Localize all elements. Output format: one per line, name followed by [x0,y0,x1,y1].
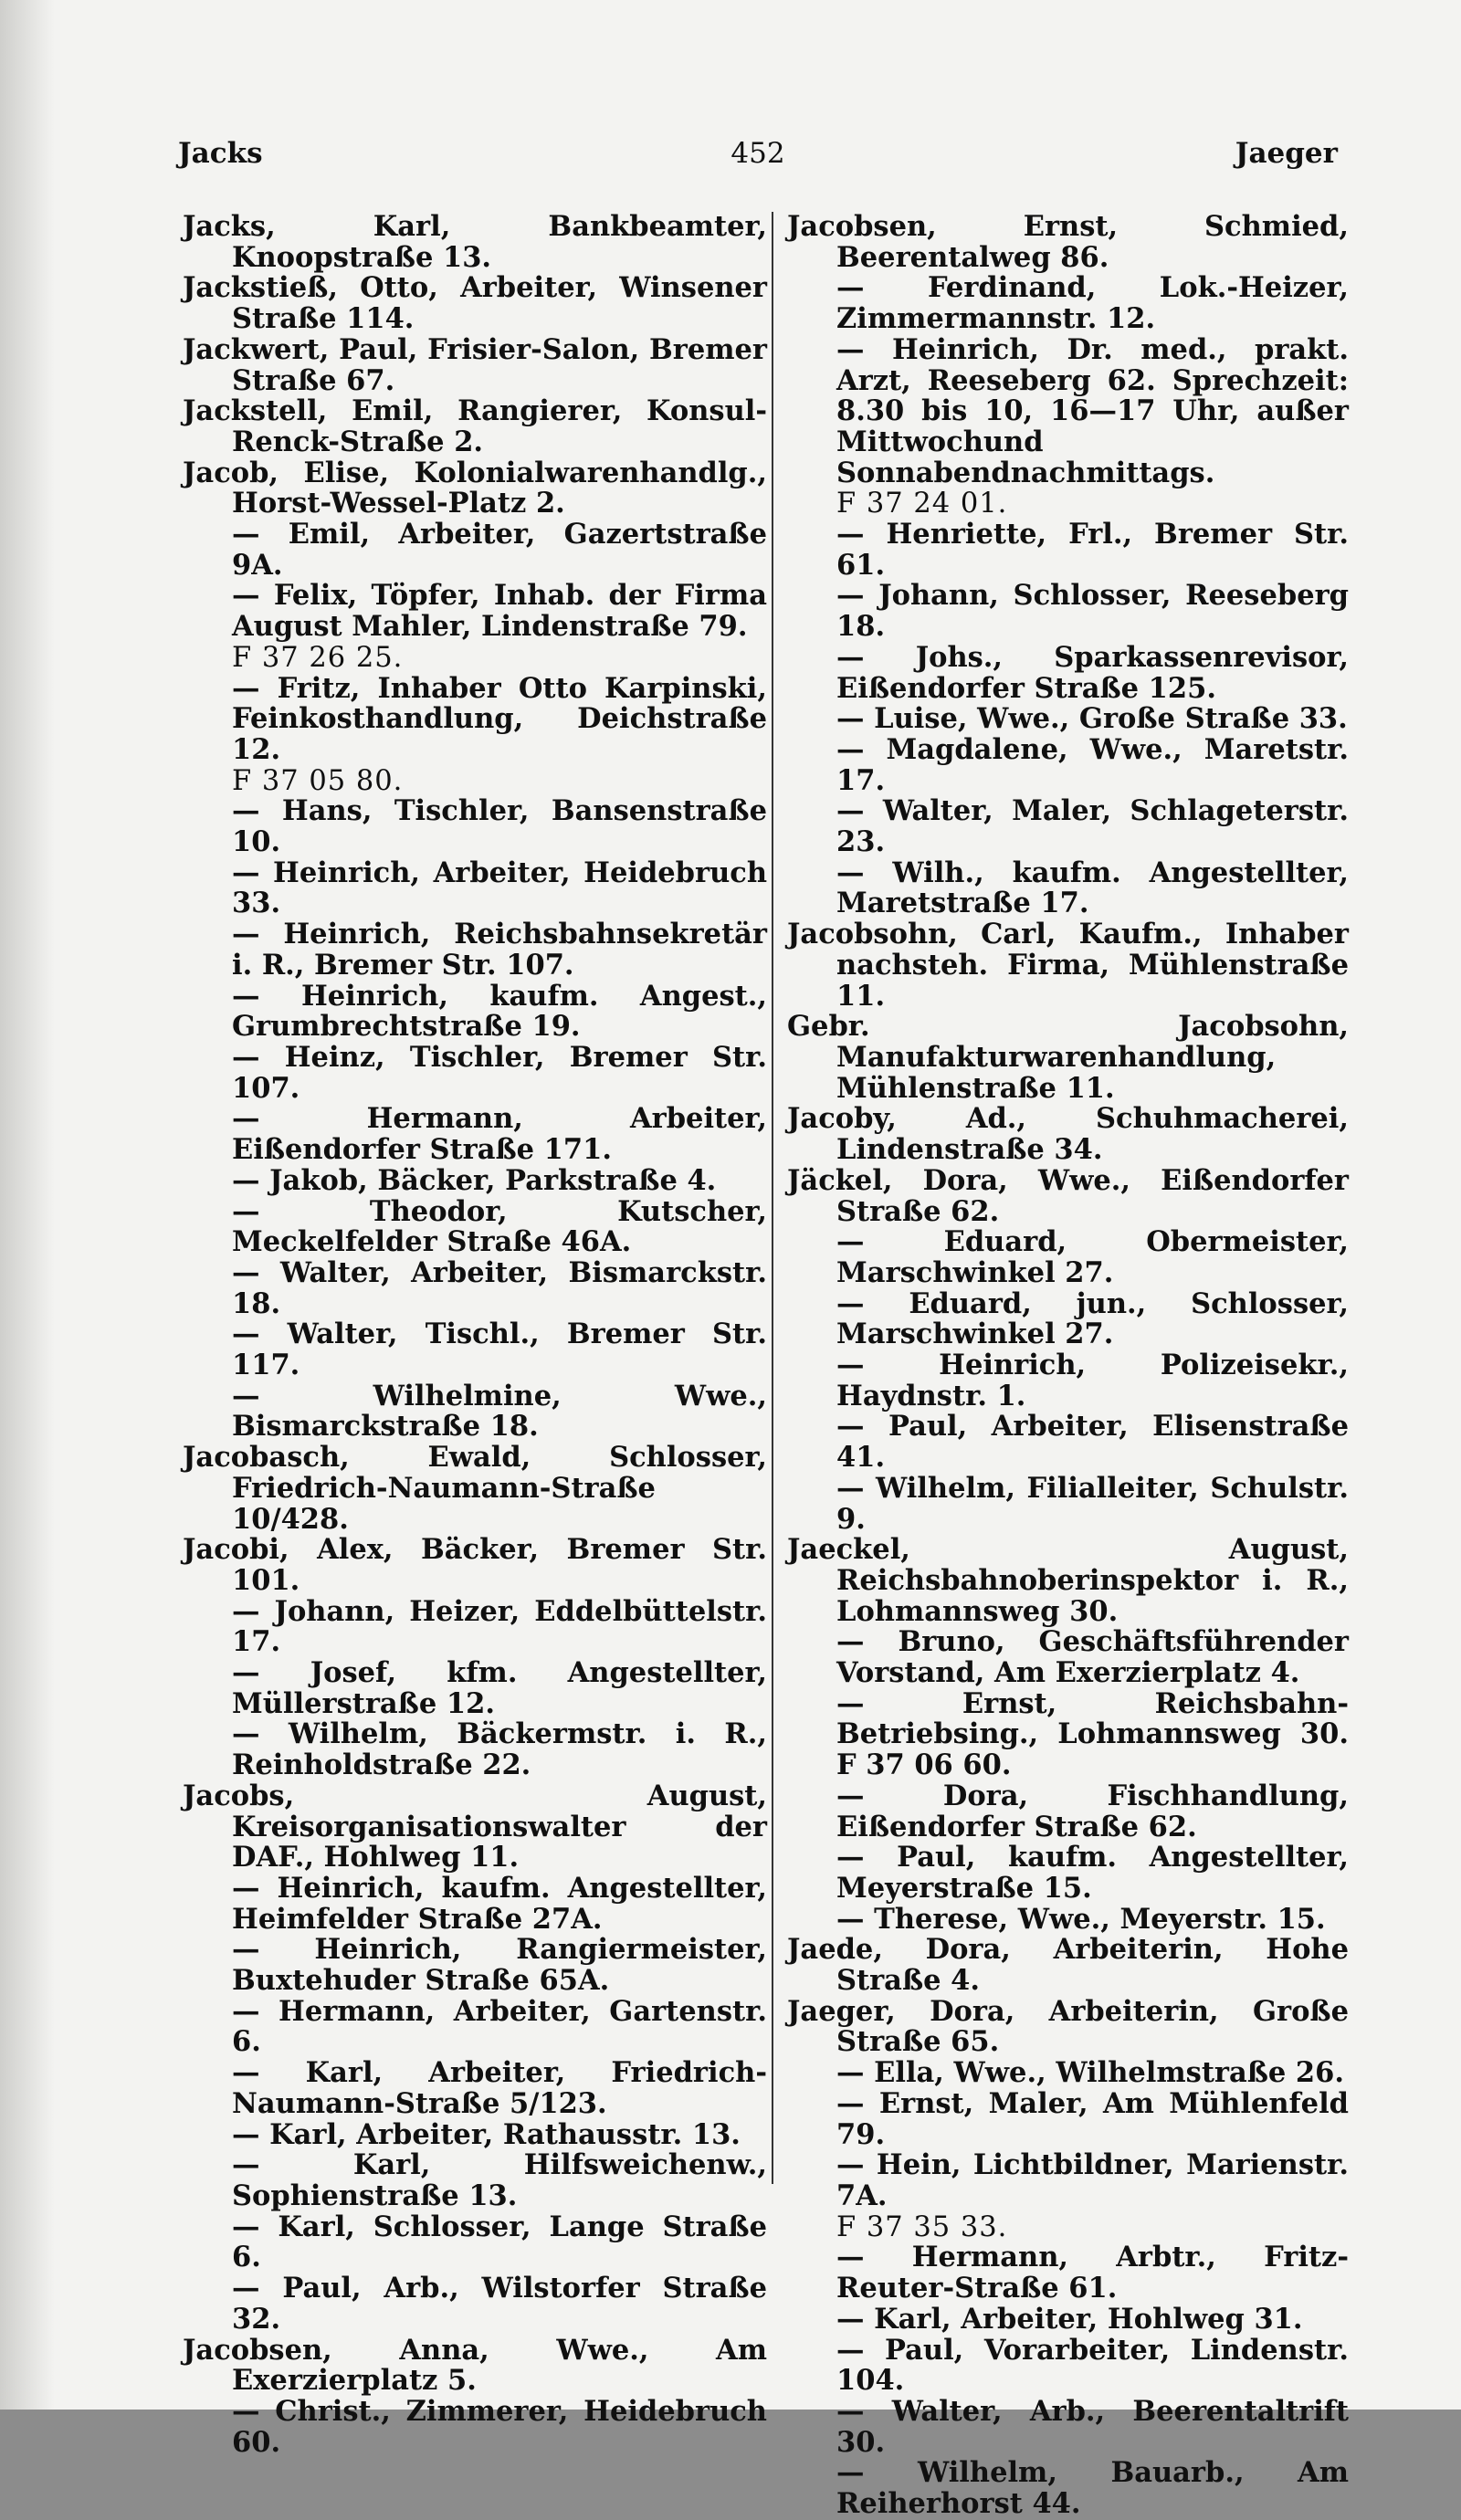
directory-entry [787,1935,1349,1996]
directory-entry [183,979,767,1044]
directory-entry [787,1686,1349,1782]
directory-entry [183,458,767,520]
directory-entry [787,1471,1349,1536]
directory-entry [787,2058,1349,2089]
directory-entry [787,1902,1349,1936]
directory-entry [183,919,767,981]
entry-text: Wilhelm, Bäckermstr. i. R., Reinholdstraße 22. [232,1717,767,1782]
entry-text: Jacob, Elise, Kolonialwarenhandlg., Horst-Wessel-Platz 2. [183,456,767,520]
directory-entry [787,2394,1349,2459]
entry-text: Walter, Maler, Schlageterstr. 23. [836,794,1349,859]
entry-text: Jäckel, Dora, Wwe., Eißendorfer Straße 62. [787,1163,1349,1228]
directory-entry [183,2394,767,2459]
entry-text: Karl, Hilfsweichenw., Sophienstraße 13. [232,2148,767,2212]
directory-entry [787,2150,1349,2242]
entry-text: Jackstell, Emil, Rangierer, Konsul-Renck-Straße 2. [183,394,767,458]
entry-text: Jaeckel, August, Reichsbahnoberinspektor i. R., Lohmannsweg 30. [787,1533,1349,1628]
directory-entry [183,2333,767,2398]
directory-entry [183,273,767,334]
entry-text: Heinz, Tischler, Bremer Str. 107. [232,1040,767,1105]
entry-text: Jacobsohn, Carl, Kaufm., Inhaber nachsteh. Firma, Mühlenstraße 11. [787,918,1349,1013]
entry-text: Karl, Arbeiter, Rathausstr. 13. [269,2117,741,2151]
directory-entry [787,1163,1349,1228]
entry-phone: F 37 35 33. [836,2210,1008,2243]
directory-entry [787,2086,1349,2151]
directory-entry [787,2333,1349,2398]
directory-entry [183,671,767,797]
entry-text: Hermann, Arbeiter, Eißendorfer Straße 171. [232,1102,767,1167]
directory-entry [787,273,1349,334]
directory-entry [183,1163,767,1197]
entry-text: Hermann, Arbtr., Fritz-Reuter-Straße 61. [836,2241,1349,2305]
directory-entry [787,2242,1349,2304]
entry-text: Hein, Lichtbildner, Marienstr. 7A. [836,2148,1349,2212]
entry-text: Heinrich, kaufm. Angestellter, Heimfelder Straße 27A. [232,1871,767,1936]
directory-entry [787,732,1349,797]
directory-entry [787,1012,1349,1104]
directory-entry [183,1104,767,1165]
directory-entry [183,2058,767,2119]
directory-entry [183,1319,767,1381]
running-head-left: Jacks [178,137,263,170]
entry-text: Jacobasch, Ewald, Schlosser, Friedrich-Naumann-Straße 10/428. [183,1441,767,1536]
entry-text: Felix, Töpfer, Inhab. der Firma August Mahler, Lindenstraße 79. [232,579,767,644]
directory-entry [183,396,767,457]
entry-text: Karl, Arbeiter, Hohlweg 31. [874,2302,1303,2336]
entry-text: Ernst, Reichsbahn-Betriebsing., Lohmannsweg 30. F 37 06 60. [836,1686,1349,1782]
running-head-right: Jaeger [1235,137,1338,170]
left-column [183,212,767,2458]
directory-entry [183,1194,767,1259]
directory-entry [787,858,1349,919]
entry-text: Magdalene, Wwe., Maretstr. 17. [836,732,1349,797]
directory-entry [787,1104,1349,1165]
entry-text: Christ., Zimmerer, Heidebruch 60. [232,2394,767,2459]
entry-text: Theodor, Kutscher, Meckelfelder Straße 46A. [232,1194,767,1259]
directory-entry [183,2150,767,2211]
directory-entry [787,704,1349,735]
entry-text: Gebr. Jacobsohn, Manufakturwarenhandlung, Mühlenstraße 11. [787,1010,1349,1105]
entry-text: Walter, Arb., Beerentaltrift 30. [836,2394,1349,2459]
directory-entry [787,919,1349,1012]
entry-text: Paul, Vorarbeiter, Lindenstr. 104. [836,2333,1349,2398]
directory-entry [183,858,767,919]
entry-text: Josef, kfm. Angestellter, Müllerstraße 12. [232,1656,767,1720]
directory-entry [787,1286,1349,1351]
directory-entry [787,1994,1349,2059]
entry-text: Jackwert, Paul, Frisier-Salon, Bremer Straße 67. [183,332,767,397]
entry-text: Johann, Schlosser, Reeseberg 18. [836,579,1349,644]
directory-entry [787,1412,1349,1473]
directory-entry [183,1535,767,1596]
page-number: 452 [730,137,785,170]
directory-entry [183,520,767,581]
directory-entry [787,796,1349,857]
directory-entry [183,1935,767,1996]
directory-entry [787,1781,1349,1843]
directory-entry [787,1627,1349,1688]
directory-entry [787,212,1349,273]
directory-entry [183,1658,767,1719]
entry-text: Heinrich, Polizeisekr., Haydnstr. 1. [836,1349,1349,1412]
entry-text: Dora, Fischhandlung, Eißendorfer Straße 62. [836,1779,1349,1843]
entry-text: Heinrich, kaufm. Angest., Grumbrechtstraße 19. [232,979,767,1044]
entry-text: Jacobi, Alex, Bäcker, Bremer Str. 101. [183,1533,767,1597]
entry-phone: F 37 26 25. [232,641,404,674]
entry-text: Walter, Arbeiter, Bismarckstr. 18. [232,1255,767,1320]
directory-entry [787,640,1349,705]
entry-text: Walter, Tischl., Bremer Str. 117. [232,1318,767,1382]
entry-text: Paul, Arb., Wilstorfer Straße 32. [232,2272,768,2336]
entry-text: Henriette, Frl., Bremer Str. 61. [836,518,1350,582]
directory-entry [787,520,1349,581]
entry-text: Johann, Heizer, Eddelbüttelstr. 17. [232,1594,767,1659]
entry-text: Therese, Wwe., Meyerstr. 15. [874,1902,1326,1936]
directory-entry [183,1594,767,1659]
entry-text: Eduard, Obermeister, Marschwinkel 27. [836,1225,1349,1289]
entry-text: Ella, Wwe., Wilhelmstraße 26. [874,2056,1344,2090]
entry-text: Karl, Arbeiter, Friedrich-Naumann-Straße 5/123. [232,2056,767,2120]
entry-text: Jaeger, Dora, Arbeiterin, Große Straße 65. [787,1994,1349,2059]
entry-text: Wilhelm, Filialleiter, Schulstr. 9. [836,1471,1349,1536]
directory-entry [787,2458,1349,2519]
directory-entry [183,332,767,397]
directory-entry [183,1719,767,1780]
directory-entry [787,581,1349,642]
directory-entry [183,212,767,273]
entry-text: Heinrich, Arbeiter, Heidebruch 33. [232,856,767,920]
directory-entry [183,1040,767,1105]
entry-text: Heinrich, Reichsbahnsekretär i. R., Bremer Str. 107. [232,918,768,982]
entry-text: Jacoby, Ad., Schuhmacherei, Lindenstraße 34. [787,1102,1349,1167]
directory-entry [183,581,767,673]
directory-entry [787,1535,1349,1627]
entry-text: Jaede, Dora, Arbeiterin, Hohe Straße 4. [787,1933,1349,1998]
entry-text: Hans, Tischler, Bansenstraße 10. [232,794,767,859]
entry-text: Karl, Schlosser, Lange Straße 6. [232,2210,767,2274]
entry-text: Jakob, Bäcker, Parkstraße 4. [269,1163,717,1197]
entry-text: Fritz, Inhaber Otto Karpinski, Feinkosthandlung, Deichstraße 12. [232,671,767,766]
directory-entry [183,1871,767,1936]
directory-entry [183,2117,767,2151]
entry-text: Ferdinand, Lok.-Heizer, Zimmermannstr. 12. [836,271,1349,336]
column-divider [772,212,773,2184]
directory-entry [183,2273,767,2335]
entry-text: Jacobsen, Anna, Wwe., Am Exerzierplatz 5. [183,2333,767,2398]
directory-entry [183,1443,767,1535]
page-header [178,137,1338,181]
entry-text: Jacobsen, Ernst, Schmied, Beerentalweg 86. [787,210,1349,274]
entry-text: Hermann, Arbeiter, Gartenstr. 6. [232,1994,767,2059]
directory-entry [787,332,1349,520]
directory-entry [787,1227,1349,1288]
directory-entry [183,1994,767,2059]
entry-text: Jacobs, August, Kreisorganisationswalter der DAF., Hohlweg 11. [183,1779,767,1874]
right-column [787,212,1349,2520]
directory-entry [787,2302,1349,2336]
directory-entry [183,1255,767,1320]
entry-text: Paul, Arbeiter, Elisenstraße 41. [836,1410,1349,1475]
entry-text: Wilhelm, Bauarb., Am Reiherhorst 44. [836,2456,1349,2520]
entry-text: Jacks, Karl, Bankbeamter, Knoopstraße 13. [183,210,767,274]
entry-text: Wilhelmine, Wwe., Bismarckstraße 18. [232,1379,767,1444]
entry-text: Paul, kaufm. Angestellter, Meyerstraße 15. [836,1841,1349,1905]
directory-entry [183,1781,767,1874]
directory-entry [183,2212,767,2273]
directory-entry [183,1381,767,1443]
entry-text: Wilh., kaufm. Angestellter, Maretstraße 17. [836,856,1349,920]
entry-text: Ernst, Maler, Am Mühlenfeld 79. [836,2086,1349,2151]
entry-text: Heinrich, Rangiermeister, Buxtehuder Straße 65A. [232,1933,768,1998]
entry-phone: F 37 05 80. [232,764,404,797]
entry-text: Luise, Wwe., Große Straße 33. [874,702,1348,736]
entry-text: Jackstieß, Otto, Arbeiter, Winsener Straße 114. [183,271,767,336]
entry-text: Johs., Sparkassenrevisor, Eißendorfer Straße 125. [836,640,1349,705]
entry-phone: F 37 24 01. [836,488,1008,520]
entry-text: Emil, Arbeiter, Gazertstraße 9A. [232,518,768,582]
directory-entry [787,1350,1349,1412]
entry-text: Bruno, Geschäftsführender Vorstand, Am Exerzierplatz 4. [836,1625,1349,1690]
entry-text: Heinrich, Dr. med., prakt. Arzt, Reeseberg 62. Sprechzeit: 8.30 bis 10, 16—17 Uhr, außer Mittwochund Sonnabendnachmittags. [836,332,1349,489]
directory-entry [787,1843,1349,1904]
entry-text: Eduard, jun., Schlosser, Marschwinkel 27. [836,1286,1349,1351]
directory-entry [183,796,767,857]
